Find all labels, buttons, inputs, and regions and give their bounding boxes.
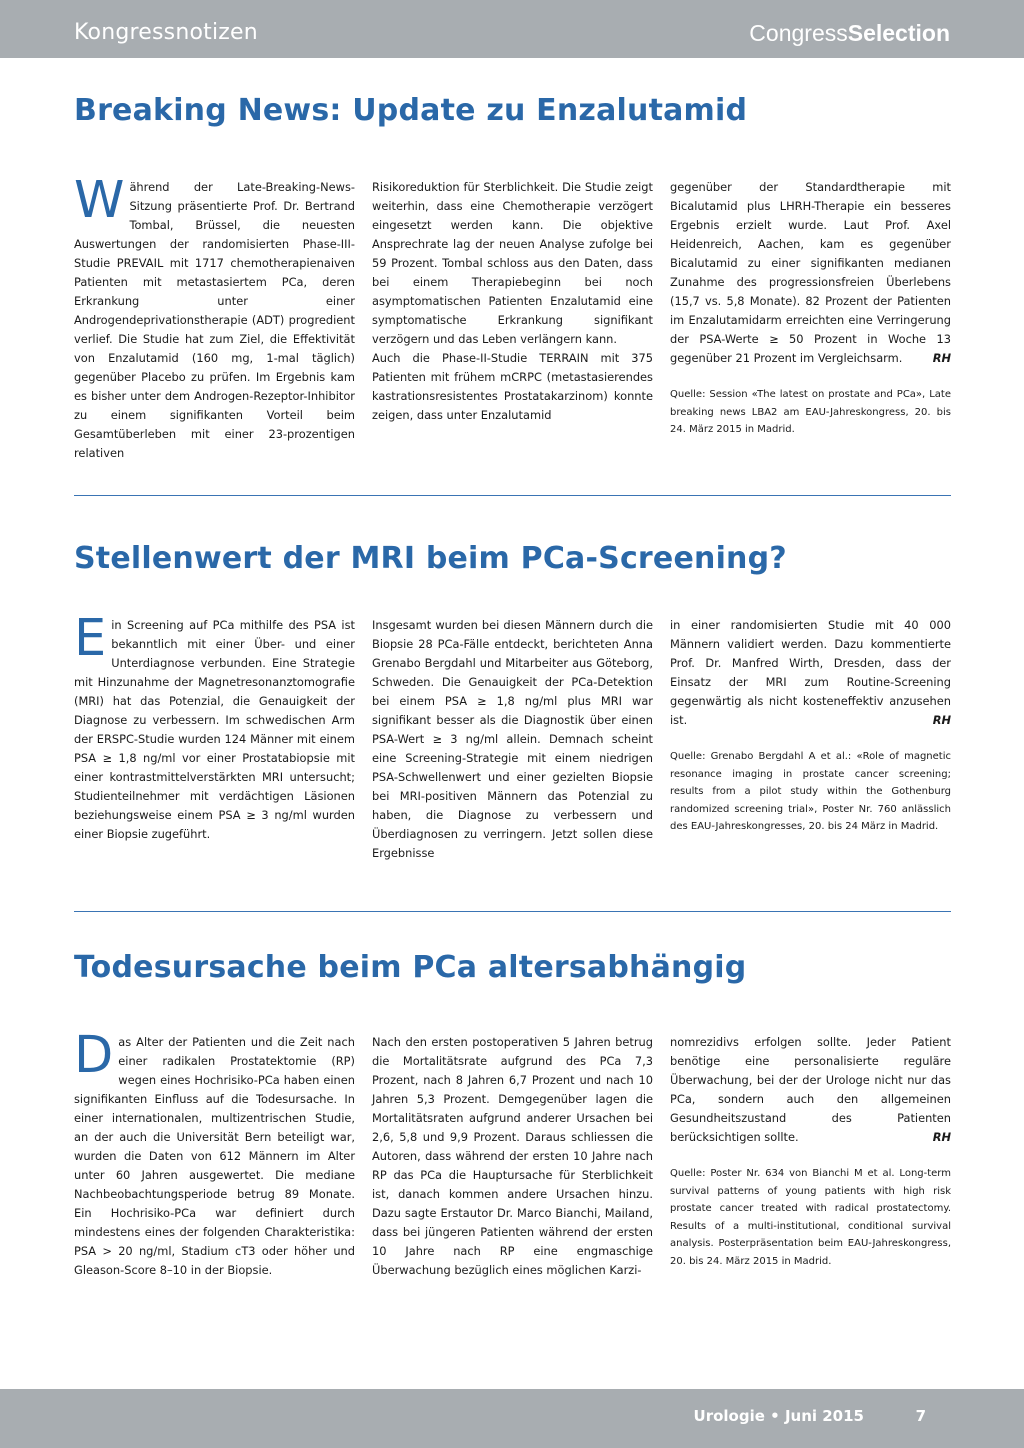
article-title: Breaking News: Update zu Enzalutamid [74, 93, 748, 128]
column-1 [74, 171, 355, 463]
column-2 [372, 178, 653, 463]
footer-bar [0, 1389, 1024, 1448]
body-text: in Screening auf PCa mithilfe des PSA ist bekanntlich mit einer Über- und einer Unterdiagnose verbunden. Eine Strategie mit Hinzunahme der Magnetresonanztomografie (MRI) hat das Potenzial, die Genauigkeit der Diagnose zu verbessern. Im schwedischen Arm der ERSPC-Studie wurden 124 Männer mit einem PSA ≥ 1,8 ng/ml vor einer Prostatabiopsie mit einer kontrastmittelverstärkten MRI untersucht; Studienteilnehmer mit verdächtigen Läsionen beziehungsweise einem PSA ≥ 3 ng/ml wurden einer Biopsie zugeführt. [74, 618, 355, 841]
article-mri-screening [74, 540, 951, 860]
body-text: Insgesamt wurden bei diesen Männern durch die Biopsie 28 PCa-Fälle entdeckt, berichteten Anna Grenabo Bergdahl und Mitarbeiter aus Göteborg, Schweden. Die Genauigkeit der PCa-Detektion bei einem PSA ≥ 1,8 ng/ml plus MRI war signifikant besser als die Diagnostik über einen PSA-Wert ≥ 3 ng/ml allein. Demnach scheint eine Screening-Strategie mit einem niedrigen PSA-Schwellenwert und einer gezielten Biopsie bei MRI-positiven Männern das Potenzial zu haben, die Diagnose zu verbessern und Überdiagnosen zu verringern. Jetzt sollen diese Ergebnisse [372, 618, 653, 860]
column-1 [74, 609, 355, 863]
column-1 [74, 1026, 355, 1280]
divider [74, 911, 951, 912]
column-3 [670, 1033, 951, 1280]
divider [74, 495, 951, 496]
dropcap: D [74, 1026, 114, 1085]
article-title: Stellenwert der MRI beim PCa-Screening? [74, 541, 787, 576]
journal-issue: Urologie • Juni 2015 [693, 1407, 864, 1425]
author-initials: RH [932, 351, 951, 365]
brand-light: Congress [749, 20, 848, 46]
author-initials: RH [932, 713, 951, 727]
author-initials: RH [932, 1130, 951, 1144]
article-title: Todesursache beim PCa altersabhängig [74, 950, 747, 985]
section-label: Kongressnotizen [74, 20, 258, 45]
body-text: nomrezidivs erfolgen sollte. Jeder Patient benötige eine personalisierte reguläre Überwachung, bei der der Urologe nicht nur das PCa, sondern auch den allgemeinen Gesundheitszustand des Patienten berücksichtigen sollte. [670, 1035, 951, 1144]
column-3 [670, 616, 951, 863]
body-text: Auch die Phase-II-Studie TERRAIN mit 375 Patienten mit frühem mCRPC (metastasierendes kastrationsresistentes Prostatakarzinom) konnte zeigen, dass unter Enzalutamid [372, 351, 653, 422]
column-2 [372, 1033, 653, 1280]
article-columns [74, 609, 951, 863]
page-number: 7 [915, 1407, 926, 1425]
article-enzalutamid [74, 92, 951, 460]
body-text: Nach den ersten postoperativen 5 Jahren betrug die Mortalitätsrate aufgrund des PCa 7,3 Prozent, nach 8 Jahren 6,7 Prozent und nach 10 Jahren 5,3 Prozent. Demgegenüber lagen die Mortalitätsraten aufgrund anderer Ursachen bei 2,6, 5,8 und 9,9 Prozent. Daraus schliessen die Autoren, dass während der ersten 10 Jahre nach RP das PCa die Hauptursache für Sterblichkeit ist, danach kommen andere Ursachen hinzu. Dazu sagte Erstautor Dr. Marco Bianchi, Mailand, dass bei jüngeren Patienten während der ersten 10 Jahre nach RP eine engmaschige Überwachung bezüglich eines möglichen Karzi- [372, 1035, 653, 1277]
body-text: as Alter der Patienten und die Zeit nach einer radikalen Prostatektomie (RP) wegen eines Hochrisiko-PCa haben einen signifikanten Einfluss auf die Todesursache. In einer internationalen, multizentrischen Studie, an der auch die Universität Bern beteiligt war, wurden die Daten von 612 Männern im Alter unter 60 Jahren ausgewertet. Die mediane Nachbeobachtungsperiode betrug 89 Monate. Ein Hochrisiko-PCa war definiert durch mindestens eines der folgenden Charakteristika: PSA > 20 ng/ml, Stadium cT3 oder höher und Gleason-Score 8–10 in der Biopsie. [74, 1035, 355, 1277]
dropcap: W [74, 171, 125, 230]
brand-bold: Selection [847, 20, 950, 46]
article-columns [74, 1026, 951, 1280]
article-todesursache [74, 949, 951, 1277]
article-columns [74, 171, 951, 463]
column-2 [372, 616, 653, 863]
source-note: Quelle: Poster Nr. 634 von Bianchi M et al. Long-term survival patterns of young patients with high risk prostate cancer treated with radical prostatectomy. Results of a multi-institutional, conditional survival analysis. Posterpräsentation beim EAU-Jahreskongress, 20. bis 24. März 2015 in Madrid. [670, 1168, 951, 1267]
column-3 [670, 178, 951, 463]
source-note: Quelle: Grenabo Bergdahl A et al.: «Role of magnetic resonance imaging in prostate cancer screening; results from a pilot study within the Gothenburg randomized screening trial», Poster Nr. 760 anlässlich des EAU-Jahreskongresses, 20. bis 24 März in Madrid. [670, 751, 951, 832]
body-text: gegenüber der Standardtherapie mit Bicalutamid plus LHRH-Therapie ein besseres Ergebnis erzielt wurde. Laut Prof. Axel Heidenreich, Aachen, kam es gegenüber Bicalutamid zu einer signifikanten medianen Zunahme des progressionsfreien Überlebens (15,7 vs. 5,8 Monate). 82 Prozent der Patienten im Enzalutamidarm erreichten eine Verringerung der PSA-Werte ≥ 50 Prozent in Woche 13 gegenüber 21 Prozent im Vergleichsarm. [670, 180, 951, 365]
body-text: in einer randomisierten Studie mit 40 000 Männern validiert werden. Dazu kommentierte Prof. Dr. Manfred Wirth, Dresden, dass der Einsatz der MRI zum Routine-Screening gegenwärtig als nicht kosteneffektiv anzusehen ist. [670, 618, 951, 727]
dropcap: E [74, 609, 107, 668]
brand-logo [749, 20, 950, 47]
header-bar [0, 0, 1024, 58]
source-note: Quelle: Session «The latest on prostate and PCa», Late breaking news LBA2 am EAU-Jahreskongress, 20. bis 24. März 2015 in Madrid. [670, 389, 951, 435]
body-text: Risikoreduktion für Sterblichkeit. Die Studie zeigt weiterhin, dass eine Chemotherapie verzögert eingesetzt werden kann. Die objektive Ansprechrate lag der neuen Analyse zufolge bei 59 Prozent. Tombal schloss aus den Daten, dass bei einem Therapiebeginn bei noch asymptomatischen Patienten Enzalutamid eine symptomatische Erkrankung signifikant verzögern und das Leben verlängern kann. [372, 180, 653, 346]
body-text: ährend der Late-Breaking-News-Sitzung präsentierte Prof. Dr. Bertrand Tombal, Brüssel, die neuesten Auswertungen der randomisierten Phase-III-Studie PREVAIL mit 1717 chemotherapienaiven Patienten mit metastasiertem PCa, deren Erkrankung unter einer Androgendeprivationstherapie (ADT) progredient verlief. Die Studie hat zum Ziel, die Effektivität von Enzalutamid (160 mg, 1-mal täglich) gegenüber Placebo zu prüfen. Im Ergebnis kam es bisher unter dem Androgen-Rezeptor-Inhibitor zu einem signifikanten Vorteil beim Gesamtüberleben mit einer 23-prozentigen relativen [74, 180, 355, 460]
